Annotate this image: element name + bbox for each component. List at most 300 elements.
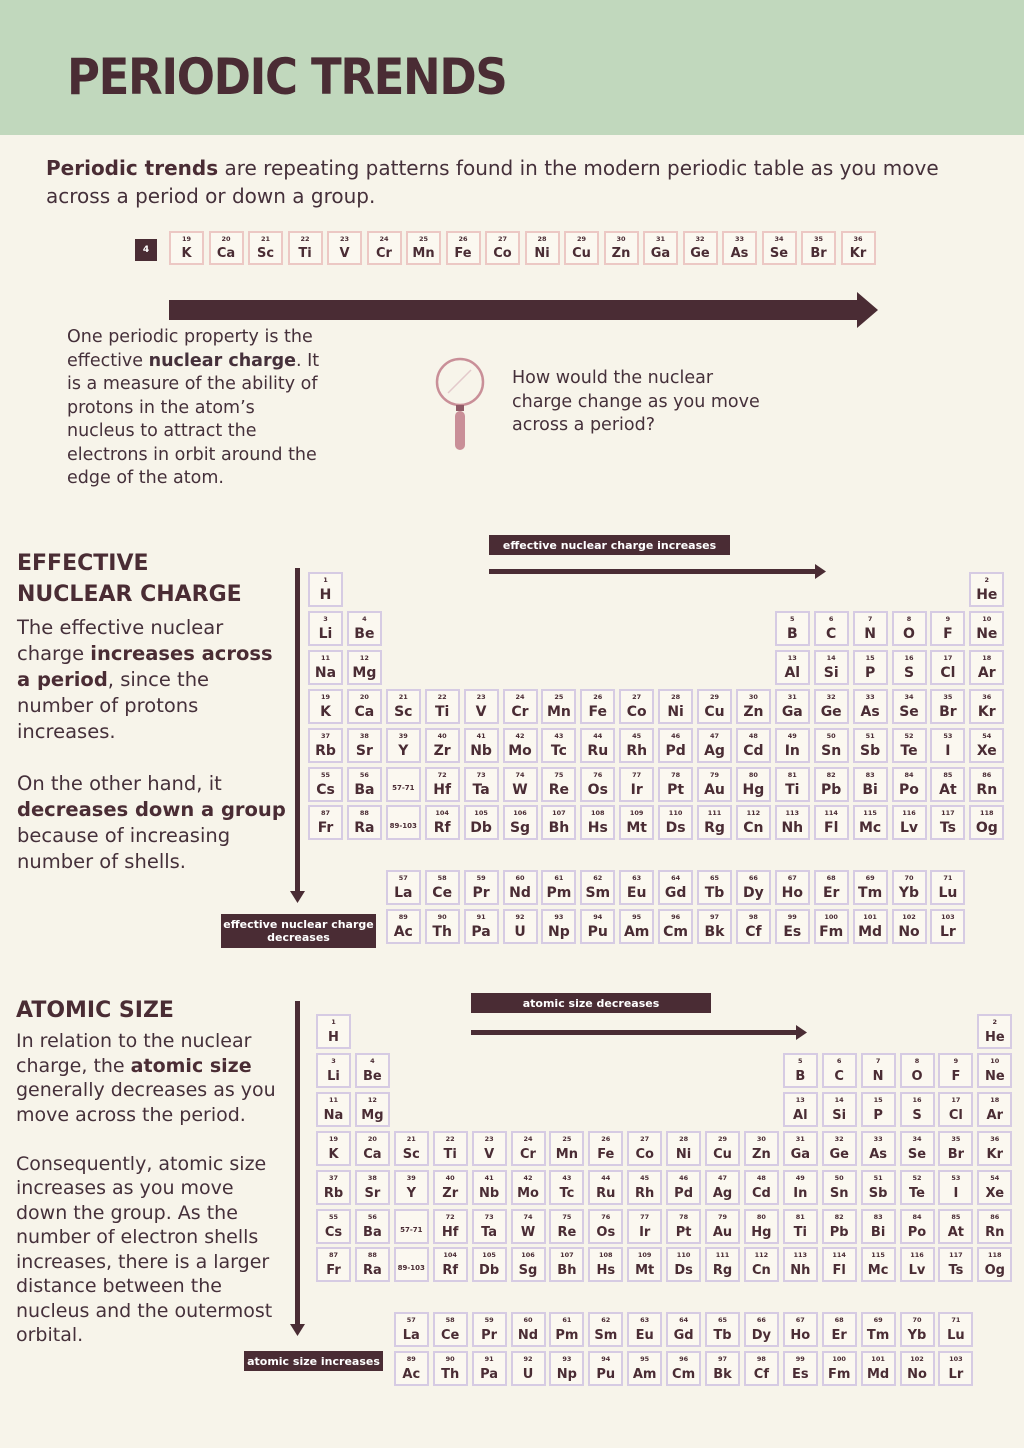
element-symbol: Bk xyxy=(713,1367,732,1383)
element-cell-au xyxy=(705,1209,740,1244)
atomic-number: 23 xyxy=(484,1134,494,1143)
element-symbol: Co xyxy=(493,246,512,261)
element-cell-np xyxy=(541,909,576,944)
atomic-number: 79 xyxy=(717,1212,728,1221)
element-cell-ti xyxy=(288,231,323,265)
element-symbol: H xyxy=(328,1030,339,1045)
size-a1: In relation to the nuclear charge, the xyxy=(16,1030,252,1077)
atomic-number: 33 xyxy=(734,235,745,243)
atomic-number: 96 xyxy=(671,913,681,922)
atomic-number: 62 xyxy=(593,874,603,883)
element-cell-rh xyxy=(619,728,654,763)
element-cell-mt xyxy=(619,805,654,840)
element-symbol: Bh xyxy=(557,1263,577,1279)
element-symbol: P xyxy=(864,664,876,681)
enc-paragraph-1 xyxy=(17,615,287,745)
element-symbol: Ar xyxy=(977,664,996,681)
atomic-number: 77 xyxy=(632,770,642,779)
element-symbol: Og xyxy=(975,820,998,837)
element-symbol: Ho xyxy=(781,885,803,902)
element-range-cell xyxy=(386,805,421,840)
element-cell-fr xyxy=(308,805,343,840)
element-cell-i xyxy=(938,1170,973,1205)
element-cell-ba xyxy=(355,1209,390,1244)
atomic-number: 8 xyxy=(914,1056,920,1065)
atomic-number: 88 xyxy=(359,809,369,818)
atomic-number: 30 xyxy=(756,1134,766,1143)
atomic-number: 84 xyxy=(912,1212,922,1221)
atomic-number: 61 xyxy=(562,1316,572,1325)
element-symbol: Si xyxy=(832,1107,847,1123)
element-symbol: Os xyxy=(587,781,608,798)
element-symbol: Sn xyxy=(829,1185,849,1201)
element-symbol: Ce xyxy=(432,885,453,902)
atomic-number: 28 xyxy=(537,235,547,243)
element-symbol: Gd xyxy=(673,1328,694,1344)
element-cell-al xyxy=(783,1092,818,1127)
enc-a2: , since the number of protons increases. xyxy=(17,668,210,743)
element-symbol: Mg xyxy=(361,1107,384,1123)
element-symbol: Cu xyxy=(713,1146,732,1162)
element-cell-tc xyxy=(541,728,576,763)
atomic-number: 9 xyxy=(953,1056,959,1065)
element-cell-se xyxy=(900,1131,935,1166)
element-symbol: Eu xyxy=(635,1328,654,1344)
atomic-number: 110 xyxy=(676,1251,691,1260)
atomic-number: 73 xyxy=(476,770,486,779)
element-cell-lu xyxy=(930,870,965,905)
element-symbol: Pd xyxy=(665,742,686,759)
element-symbol: Hf xyxy=(433,781,452,798)
atomic-number: 88 xyxy=(367,1251,377,1260)
element-cell-br xyxy=(938,1131,973,1166)
element-cell-kr xyxy=(977,1131,1012,1166)
atomic-number: 56 xyxy=(359,770,369,779)
element-symbol: K xyxy=(181,246,192,261)
atomic-number: 14 xyxy=(826,653,836,662)
enc-across-tag: effective nuclear charge increases xyxy=(489,535,730,555)
element-symbol: Mo xyxy=(517,1185,539,1201)
element-cell-fe xyxy=(580,689,615,724)
element-symbol: Ds xyxy=(665,820,686,837)
atomic-number: 28 xyxy=(679,1134,689,1143)
element-symbol: Ne xyxy=(984,1068,1005,1084)
atomic-number: 66 xyxy=(756,1316,766,1325)
element-cell-c xyxy=(814,611,849,646)
element-cell-gd xyxy=(666,1312,701,1347)
element-cell-as xyxy=(853,689,888,724)
enc-down-tag: effective nuclear charge decreases xyxy=(221,914,376,948)
atomic-number: 68 xyxy=(834,1316,844,1325)
atomic-number: 22 xyxy=(437,692,447,701)
element-cell-w xyxy=(503,767,538,802)
element-symbol: Pa xyxy=(471,924,491,941)
element-symbol: Ir xyxy=(639,1224,651,1240)
atomic-number: 26 xyxy=(593,692,603,701)
atomic-number: 11 xyxy=(328,1095,339,1104)
magnifier-icon xyxy=(437,359,483,450)
atomic-number: 8 xyxy=(906,614,912,623)
atomic-number: 81 xyxy=(795,1212,805,1221)
element-cell-db xyxy=(472,1247,507,1282)
element-cell-cu xyxy=(705,1131,740,1166)
element-cell-ga xyxy=(775,689,810,724)
atomic-number: 3 xyxy=(323,614,328,623)
element-symbol: Cn xyxy=(751,1263,771,1279)
enc-a-bold: increases across a period xyxy=(17,642,273,691)
element-symbol: Cm xyxy=(663,924,689,941)
atomic-number: 89 xyxy=(398,913,408,922)
size-section-title: ATOMIC SIZE xyxy=(16,998,174,1023)
atomic-number: 41 xyxy=(484,1173,494,1182)
element-symbol: Bi xyxy=(870,1224,886,1240)
element-cell-mo xyxy=(503,728,538,763)
element-cell-bi xyxy=(861,1209,896,1244)
element-symbol: Zn xyxy=(611,246,631,261)
atomic-number: 78 xyxy=(671,770,681,779)
element-symbol: Pb xyxy=(821,781,842,798)
element-cell-ts xyxy=(930,805,965,840)
atomic-number: 31 xyxy=(787,692,797,701)
element-symbol: P xyxy=(873,1107,883,1123)
size-a2: generally decreases as you move across the period. xyxy=(16,1079,276,1126)
element-symbol: Mt xyxy=(626,820,647,837)
element-cell-li xyxy=(308,611,343,646)
element-symbol: Ti xyxy=(443,1146,457,1162)
element-symbol: Ti xyxy=(793,1224,807,1240)
atomic-number: 72 xyxy=(437,770,447,779)
element-symbol: Ge xyxy=(690,246,710,261)
element-symbol: Lr xyxy=(939,924,956,941)
element-cell-tc xyxy=(549,1170,584,1205)
atomic-number: 22 xyxy=(300,235,310,243)
element-cell-zn xyxy=(744,1131,779,1166)
element-symbol: Og xyxy=(984,1263,1005,1279)
atomic-number: 74 xyxy=(523,1212,533,1221)
atomic-number: 113 xyxy=(785,809,800,818)
atomic-number: 38 xyxy=(367,1173,377,1182)
atomic-number: 114 xyxy=(824,809,838,818)
element-symbol: La xyxy=(394,885,413,902)
element-cell-tm xyxy=(853,870,888,905)
element-cell-zr xyxy=(425,728,460,763)
atomic-number: 25 xyxy=(418,235,429,243)
element-symbol: Kr xyxy=(849,246,867,261)
element-symbol: K xyxy=(328,1146,339,1162)
size-section-body xyxy=(16,1029,286,1348)
atomic-number: 58 xyxy=(437,874,447,883)
atomic-number: 118 xyxy=(988,1251,1002,1260)
element-cell-ds xyxy=(658,805,693,840)
element-symbol: Nh xyxy=(781,820,804,837)
element-cell-ti xyxy=(783,1209,818,1244)
element-symbol: V xyxy=(339,246,350,261)
element-cell-os xyxy=(588,1209,623,1244)
atomic-number: 92 xyxy=(515,913,525,922)
element-symbol: H xyxy=(319,587,332,603)
element-cell-pm xyxy=(541,870,576,905)
size-a-bold: atomic size xyxy=(130,1054,252,1077)
atomic-number: 64 xyxy=(679,1316,689,1325)
element-symbol: Os xyxy=(596,1224,616,1240)
atomic-number: 60 xyxy=(523,1316,533,1325)
element-symbol: Tm xyxy=(866,1328,890,1344)
atomic-number: 17 xyxy=(943,653,953,662)
element-cell-rg xyxy=(705,1247,740,1282)
element-cell-ce xyxy=(425,870,460,905)
atomic-number: 59 xyxy=(484,1316,494,1325)
size-across-tag: atomic size decreases xyxy=(471,993,711,1013)
element-symbol: Y xyxy=(406,1185,416,1201)
atomic-number: 43 xyxy=(554,731,564,740)
element-symbol: Zr xyxy=(442,1185,459,1201)
element-cell-hs xyxy=(580,805,615,840)
intro-rest: are repeating patterns found in the modern periodic table as you move across a period or down a group. xyxy=(46,156,939,208)
element-cell-sb xyxy=(861,1170,896,1205)
element-symbol: Nd xyxy=(517,1328,539,1344)
atomic-number: 98 xyxy=(756,1355,766,1364)
element-cell-ra xyxy=(347,805,382,840)
element-cell-la xyxy=(386,870,421,905)
atomic-number: 26 xyxy=(601,1134,611,1143)
element-cell-hf xyxy=(425,767,460,802)
element-symbol: Bi xyxy=(862,781,878,798)
element-cell-in xyxy=(775,728,810,763)
element-cell-pr xyxy=(464,870,499,905)
atomic-number: 24 xyxy=(523,1134,533,1143)
element-cell-fm xyxy=(822,1351,857,1386)
atomic-number: 16 xyxy=(912,1095,922,1104)
atomic-number: 116 xyxy=(910,1251,924,1260)
atomic-number: 45 xyxy=(640,1173,650,1182)
atomic-number: 115 xyxy=(863,809,877,818)
element-symbol: N xyxy=(872,1068,884,1084)
element-cell-tb xyxy=(697,870,732,905)
element-cell-c xyxy=(822,1053,857,1088)
enc-paragraph-2 xyxy=(17,771,287,875)
atomic-number: 21 xyxy=(398,692,408,701)
atomic-number: 19 xyxy=(320,692,331,701)
atomic-number: 83 xyxy=(865,770,875,779)
element-cell-ge xyxy=(822,1131,857,1166)
element-symbol: Ru xyxy=(587,742,609,759)
atomic-number: 110 xyxy=(668,809,683,818)
atomic-number: 29 xyxy=(709,692,720,701)
element-symbol: Ti xyxy=(298,246,312,261)
element-cell-cm xyxy=(666,1351,701,1386)
nuclear-intro-bold: nuclear charge xyxy=(148,350,296,371)
nuclear-charge-intro xyxy=(67,326,327,491)
atomic-number: 90 xyxy=(437,913,447,922)
element-symbol: Xe xyxy=(976,742,997,759)
atomic-number: 50 xyxy=(826,731,836,740)
element-cell-cn xyxy=(736,805,771,840)
element-symbol: Ds xyxy=(674,1263,693,1279)
element-symbol: Br xyxy=(810,246,827,261)
element-cell-ne xyxy=(977,1053,1012,1088)
element-symbol: Cu xyxy=(704,703,725,720)
element-symbol: Sr xyxy=(364,1185,381,1201)
element-symbol: Fr xyxy=(326,1263,341,1279)
atomic-number: 70 xyxy=(904,874,914,883)
atomic-number: 6 xyxy=(836,1056,842,1065)
element-symbol: He xyxy=(976,587,998,603)
atomic-number: 30 xyxy=(748,692,758,701)
element-cell-mn xyxy=(541,689,576,724)
element-cell-na xyxy=(308,650,343,685)
element-cell-ir xyxy=(627,1209,662,1244)
element-symbol: Eu xyxy=(626,885,647,902)
atomic-number: 66 xyxy=(748,874,758,883)
atomic-number: 10 xyxy=(990,1056,1000,1065)
element-cell-md xyxy=(853,909,888,944)
element-symbol: Rf xyxy=(433,820,451,837)
element-cell-gd xyxy=(658,870,693,905)
element-cell-sc xyxy=(248,231,283,265)
element-symbol: Ni xyxy=(534,246,550,261)
period-label: 4 xyxy=(135,239,157,261)
element-cell-te xyxy=(900,1170,935,1205)
element-cell-th xyxy=(433,1351,468,1386)
element-symbol: Sc xyxy=(394,703,413,720)
atomic-number: 52 xyxy=(904,731,914,740)
atomic-number: 23 xyxy=(339,235,350,243)
atomic-number: 95 xyxy=(632,913,642,922)
element-symbol: Ga xyxy=(781,703,803,720)
element-cell-u xyxy=(511,1351,546,1386)
element-cell-sg xyxy=(511,1247,546,1282)
atomic-number: 75 xyxy=(554,770,564,779)
element-symbol: Mc xyxy=(858,820,882,837)
element-symbol: Ba xyxy=(354,781,375,798)
atomic-number: 105 xyxy=(482,1251,496,1260)
atomic-number: 71 xyxy=(951,1316,961,1325)
element-cell-f xyxy=(930,611,965,646)
element-symbol: Ga xyxy=(650,246,671,261)
atomic-number: 118 xyxy=(980,809,994,818)
element-cell-pd xyxy=(666,1170,701,1205)
element-symbol: Th xyxy=(432,924,452,941)
atomic-number: 2 xyxy=(984,576,990,584)
element-cell-be xyxy=(355,1053,390,1088)
atomic-number: 20 xyxy=(359,692,369,701)
atomic-number: 86 xyxy=(990,1212,1000,1221)
element-symbol: Be xyxy=(363,1068,382,1084)
element-cell-mc xyxy=(853,805,888,840)
atomic-number: 108 xyxy=(591,809,605,818)
element-cell-hs xyxy=(588,1247,623,1282)
atomic-number: 98 xyxy=(748,913,758,922)
atomic-number: 95 xyxy=(640,1355,650,1364)
element-symbol: Cn xyxy=(743,820,764,837)
element-cell-cd xyxy=(736,728,771,763)
element-cell-cr xyxy=(511,1131,546,1166)
atomic-number: 80 xyxy=(748,770,758,779)
atomic-number: 27 xyxy=(632,692,642,701)
atomic-number: 33 xyxy=(873,1134,883,1143)
element-cell-db xyxy=(464,805,499,840)
atomic-number: 65 xyxy=(717,1316,728,1325)
element-cell-kr xyxy=(841,231,876,265)
element-cell-ar xyxy=(969,650,1004,685)
atomic-number: 90 xyxy=(445,1355,455,1364)
element-symbol: Hf xyxy=(441,1224,459,1240)
element-symbol: Er xyxy=(822,885,840,902)
element-cell-ne xyxy=(969,611,1004,646)
element-cell-os xyxy=(580,767,615,802)
element-cell-p xyxy=(853,650,888,685)
element-cell-lr xyxy=(938,1351,973,1386)
element-symbol: V xyxy=(484,1146,495,1162)
element-cell-v xyxy=(327,231,362,265)
atomic-number: 7 xyxy=(867,614,873,623)
element-symbol: W xyxy=(512,781,528,798)
atomic-number: 104 xyxy=(435,809,449,818)
element-symbol: Sm xyxy=(585,885,611,902)
element-symbol: Ba xyxy=(363,1224,382,1240)
element-symbol: Hg xyxy=(751,1224,772,1240)
element-cell-nb xyxy=(464,728,499,763)
element-symbol: Te xyxy=(909,1185,925,1201)
element-symbol: Lu xyxy=(938,885,958,902)
element-cell-sn xyxy=(822,1170,857,1205)
element-symbol: La xyxy=(402,1328,420,1344)
element-symbol: Ni xyxy=(667,703,684,720)
element-cell-zn xyxy=(604,231,639,265)
element-cell-bk xyxy=(705,1351,740,1386)
atomic-number: 35 xyxy=(943,692,953,701)
element-cell-se xyxy=(762,231,797,265)
size-down-tag: atomic size increases xyxy=(244,1351,383,1371)
atomic-number: 60 xyxy=(515,874,525,883)
element-symbol: Co xyxy=(635,1146,654,1162)
atomic-number: 18 xyxy=(990,1095,1000,1104)
atomic-number: 52 xyxy=(912,1173,922,1182)
element-symbol: As xyxy=(869,1146,887,1162)
element-range-cell xyxy=(386,767,421,802)
element-cell-ra xyxy=(355,1247,390,1282)
element-cell-al xyxy=(775,650,810,685)
element-cell-eu xyxy=(627,1312,662,1347)
atomic-number: 101 xyxy=(863,913,877,922)
enc-b-bold: decreases down a group xyxy=(17,798,286,821)
element-cell-si xyxy=(822,1092,857,1127)
atomic-number: 22 xyxy=(445,1134,455,1143)
atomic-number: 15 xyxy=(865,653,875,662)
atomic-number: 115 xyxy=(871,1251,885,1260)
atomic-number: 34 xyxy=(904,692,914,701)
atomic-number: 35 xyxy=(951,1134,961,1143)
element-cell-sg xyxy=(503,805,538,840)
atomic-number: 2 xyxy=(992,1018,998,1026)
element-cell-lr xyxy=(930,909,965,944)
element-cell-dy xyxy=(744,1312,779,1347)
element-symbol: Rg xyxy=(704,820,725,837)
atomic-number: 34 xyxy=(912,1134,922,1143)
element-cell-rn xyxy=(977,1209,1012,1244)
element-symbol: F xyxy=(951,1068,961,1084)
element-symbol: Ne xyxy=(976,625,998,642)
element-symbol: As xyxy=(860,703,880,720)
element-symbol: Kr xyxy=(977,703,996,720)
element-symbol: Mc xyxy=(867,1263,889,1279)
atomic-number: 19 xyxy=(181,235,192,243)
element-symbol: In xyxy=(793,1185,808,1201)
element-cell-cn xyxy=(744,1247,779,1282)
element-cell-yb xyxy=(900,1312,935,1347)
element-symbol: Ag xyxy=(712,1185,733,1201)
atomic-number: 99 xyxy=(795,1355,805,1364)
